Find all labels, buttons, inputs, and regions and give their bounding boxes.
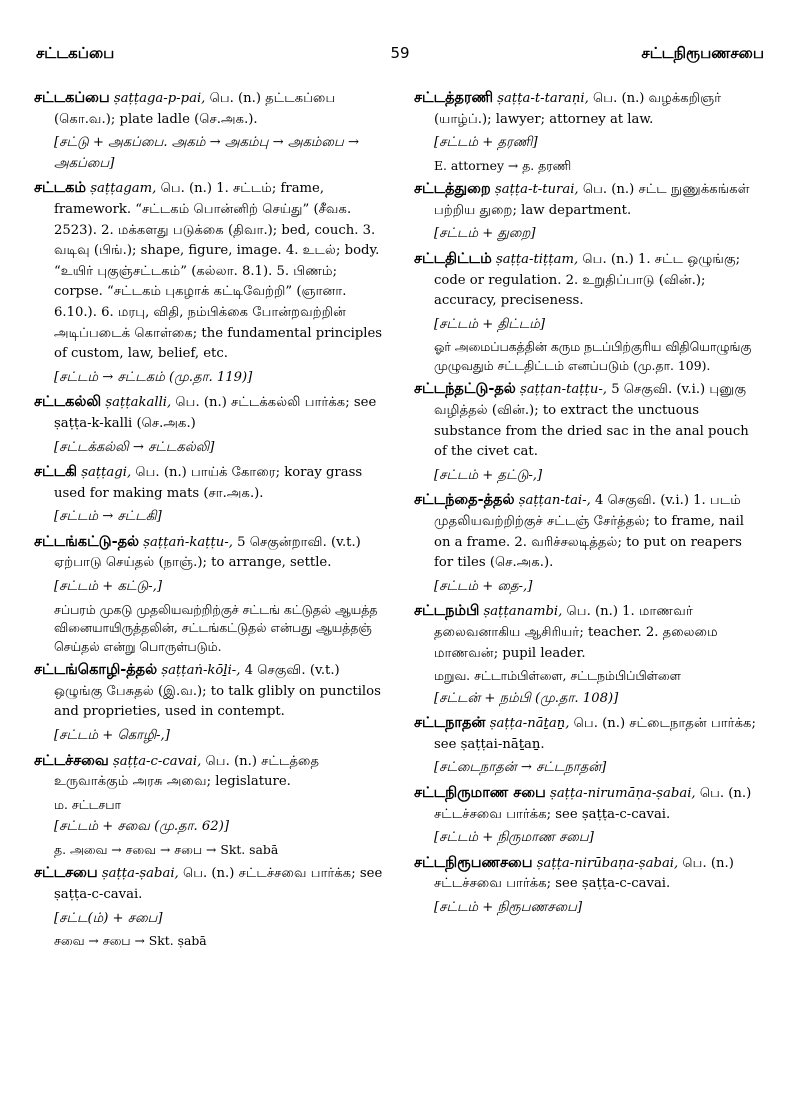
transliteration: ṣaṭṭa-t-turai,	[494, 182, 579, 198]
transliteration: ṣaṭṭan-tai-,	[518, 493, 591, 509]
dictionary-entry	[34, 751, 384, 860]
headword: சட்டகப்பை	[34, 90, 110, 106]
headword: சட்டசபை	[34, 865, 98, 882]
transliteration: ṣaṭṭagam,	[90, 181, 157, 197]
etymology-note: [சட்ட(ம்) + சபை]	[54, 910, 163, 926]
dictionary-entry	[414, 601, 764, 709]
headword: சட்டந்தட்டு-தல்	[414, 381, 516, 398]
definition-text: பெ. (n.) சட்ட நுணுக்கங்கள் பற்றிய துறை; law department.	[434, 182, 750, 218]
etymology-note: [சட்டம் + தரணி]	[434, 135, 538, 151]
usage-note: மறுவ. சட்டாம்பிள்ளை, சட்டநம்பிப்பிள்ளை	[434, 668, 681, 684]
entry-definition	[34, 660, 384, 723]
definition-text: பெ. (n.) 1. சட்டம்; frame, framework. “சட்டகம் பொன்னிற் செய்து” (சீவக. 2523). 2. மக்களது படுக்கை (திவா.); bed, couch. 3. வடிவு (பிங்.); shape, figure, image. 4. உடல்; body. “உயிர் புகுஞ்சட்டகம்” (கல்லா. 8.1). 5. பிணம்; corpse. “சட்டகம் புகழாக் கட்டிவேற்றி” (ஞானா. 6.10.). 6. மரபு, விதி, நம்பிக்கை போன்றவற்றின் அடிப்படைக் கொள்கை; the fundamental principles of custom, law, belief, etc.	[54, 181, 383, 362]
transliteration: ṣaṭṭa-nirūbaṇa-ṣabai,	[536, 855, 679, 871]
definition-text: 5 செகுன்றாவி. (v.t.) ஏற்பாடு செய்தல் (நாஞ்.); to arrange, settle.	[54, 534, 361, 571]
right-column	[414, 88, 764, 923]
usage-note: E. attorney → த. தரணி	[434, 157, 572, 173]
etymology-note: [சட்டம் + நிருமாண சபை]	[434, 830, 594, 846]
definition-text: பெ. (n.) சட்டத்தை உருவாக்கும் அரசு அவை; legislature.	[54, 753, 320, 790]
entry-definition	[34, 178, 384, 364]
etymology-note: [சட்டக்கல்லி → சட்டகல்லி]	[54, 439, 215, 455]
headword: சட்டகம்	[34, 180, 87, 197]
etymology-note: [சட்டம் + தட்டு-,]	[434, 467, 543, 483]
page-number: 59	[390, 44, 410, 62]
entry-definition	[34, 751, 384, 793]
definition-text: பெ. (n.) தட்டகப்பை (கொ.வ.); plate ladle (செ.அக.).	[54, 91, 336, 127]
etymology-note: [சட்டம் + துறை]	[434, 226, 536, 242]
headword: சட்டங்கட்டு-தல்	[34, 533, 140, 550]
headword: சட்டந்தை-த்தல்	[414, 492, 515, 509]
entry-definition	[34, 462, 384, 504]
headword: சட்டகல்லி	[34, 394, 102, 411]
etymology-note: [சட்டம் + சவை (மு.தா. 62)]	[54, 819, 229, 835]
entry-definition	[414, 490, 764, 573]
dictionary-entry	[414, 249, 764, 375]
dictionary-entry	[34, 178, 384, 388]
dictionary-entry	[414, 490, 764, 597]
headword: சட்டத்தரணி	[414, 90, 494, 106]
headword: சட்டநாதன்	[414, 715, 486, 732]
headword: சட்டகி	[34, 464, 77, 481]
headword: சட்டத்துறை	[414, 181, 491, 198]
etymology-note: [சட்டம் + கொழி-,]	[54, 727, 170, 743]
headword: சட்டதிட்டம்	[414, 251, 492, 268]
dictionary-entry	[414, 379, 764, 486]
definition-text: பெ. (n.) பாய்க் கோரை; koray grass used for making mats (சா.அக.).	[54, 465, 363, 501]
etymology-note: [சட்டம் + நிரூபணசபை]	[434, 900, 583, 915]
dictionary-entry	[34, 660, 384, 746]
definition-text: பெ. (n.) சட்டச்சவை பார்க்க; see ṣaṭṭa-c-cavai.	[434, 855, 734, 892]
entry-definition	[414, 179, 764, 221]
entry-definition	[34, 532, 384, 574]
dictionary-entry	[34, 462, 384, 528]
transliteration: ṣaṭṭan-taṭṭu-,	[520, 382, 607, 398]
definition-text: 4 செகுவி. (v.t.) ஒழுங்கு பேசுதல் (இ.வ.); to talk glibly on punctilos and proprieties, used in contempt.	[54, 663, 381, 720]
entry-definition	[414, 783, 764, 825]
left-column	[34, 88, 384, 955]
usage-note: த. அவை → சவை → சபை → Skt. sabā	[54, 841, 279, 857]
transliteration: ṣaṭṭaṅ-kōḻi-,	[161, 663, 241, 679]
etymology-note: [சட்டம் + கட்டு-,]	[54, 579, 162, 595]
dictionary-entry	[414, 853, 764, 919]
dictionary-entry	[414, 713, 764, 779]
etymology-note: [சட்டம் + தை-,]	[434, 578, 533, 594]
transliteration: ṣaṭṭa-t-taraṇi,	[497, 91, 589, 106]
etymology-note: [சட்டம் → சட்டகம் (மு.தா. 119)]	[54, 369, 253, 385]
transliteration: ṣaṭṭa-nirumāṇa-ṣabai,	[550, 786, 696, 802]
etymology-note: [சட்டன் + நம்பி (மு.தா. 108)]	[434, 690, 619, 706]
dictionary-entry	[34, 392, 384, 458]
usage-note: ஓர் அமைப்பகத்தின் கரும நடப்பிற்குரிய விதியொழுங்கு முழுவதும் சட்டதிட்டம் எனப்படும் (மு.தா. 109).	[434, 339, 752, 373]
etymology-note: [சட்டு + அகப்பை. அகம் → அகம்பு → அகம்பை → அகப்பை]	[54, 135, 360, 171]
transliteration: ṣaṭṭagi,	[81, 465, 132, 481]
header-left-guideword: சட்டகப்பை	[36, 44, 115, 62]
transliteration: ṣaṭṭakalli,	[105, 395, 172, 411]
headword: சட்டங்கொழி-த்தல்	[34, 662, 158, 679]
entry-definition	[414, 249, 764, 312]
definition-text: பெ. (n.) வழக்கறிஞர் (யாழ்ப்.); lawyer; attorney at law.	[434, 91, 722, 127]
entry-definition	[34, 392, 384, 434]
dictionary-entry	[414, 783, 764, 849]
etymology-note: [சட்டம் + திட்டம்]	[434, 316, 546, 332]
transliteration: ṣaṭṭa-c-cavai,	[112, 753, 202, 769]
headword: சட்டநம்பி	[414, 603, 480, 620]
definition-text: பெ. (n.) 1. மாணவர் தலைவனாகிய ஆசிரியர்; teacher. 2. தலைமை மாணவன்; pupil leader.	[434, 604, 718, 661]
definition-text: பெ. (n.) சட்டைநாதன் பார்க்க; see ṣaṭṭai-nāṯaṉ.	[434, 716, 756, 752]
dictionary-entry	[34, 88, 384, 174]
transliteration: ṣaṭṭanambi,	[483, 604, 563, 620]
entry-definition	[34, 863, 384, 905]
entry-definition	[34, 88, 384, 130]
dictionary-entry	[414, 179, 764, 245]
definition-text: பெ. (n.) 1. சட்ட ஒழுங்கு; code or regulation. 2. உறுதிப்பாடு (வின்.); accuracy, preciseness.	[434, 252, 741, 309]
usage-note: சப்பரம் முகடு முதலியவற்றிற்குச் சட்டங் கட்டுதல் ஆயத்த வினையாயிருத்தலின், சட்டங்கட்டுதல் என்பது ஆயத்தஞ் செய்தல் என்று பொருள்படும்.	[54, 601, 378, 654]
etymology-note: [சட்டைநாதன் → சட்டநாதன்]	[434, 760, 607, 776]
transliteration: ṣaṭṭaṅ-kaṭṭu-,	[143, 534, 233, 550]
header-right-guideword: சட்டநிரூபணசபை	[641, 44, 764, 62]
headword: சட்டநிருமாண சபை	[414, 785, 546, 802]
entry-definition	[414, 713, 764, 755]
transliteration: ṣaṭṭaga-p-pai,	[113, 91, 206, 106]
etymology-note: [சட்டம் → சட்டகி]	[54, 509, 162, 525]
headword: சட்டநிரூபணசபை	[414, 854, 533, 871]
entry-definition	[414, 601, 764, 664]
definition-text: பெ. (n.) சட்டச்சவை பார்க்க; see ṣaṭṭa-c-cavai.	[54, 866, 383, 902]
entry-definition	[414, 88, 764, 130]
definition-text: 5 செகுவி. (v.i.) புனுகு வழித்தல் (வின்.); to extract the unctuous substance from the dried sac in the anal pouch of the civet cat.	[434, 382, 749, 460]
transliteration: ṣaṭṭa-nāṯaṉ,	[489, 716, 570, 732]
entry-definition	[414, 853, 764, 895]
transliteration: ṣaṭṭa-tiṭṭam,	[495, 252, 579, 268]
headword: சட்டச்சவை	[34, 752, 109, 769]
dictionary-entry	[414, 88, 764, 175]
usage-note: சவை → சபை → Skt. ṣabā	[54, 933, 207, 949]
transliteration: ṣaṭṭa-ṣabai,	[101, 866, 179, 882]
usage-note: ம. சட்டசபா	[54, 796, 121, 812]
definition-text: 4 செகுவி. (v.i.) 1. படம் முதலியவற்றிற்குச் சட்டஞ் சேர்த்தல்; to frame, nail on a frame. 2. வரிச்சலடித்தல்; to put on reapers for tiles (செ.அக.).	[434, 493, 744, 571]
definition-text: பெ. (n.) சட்டச்சவை பார்க்க; see ṣaṭṭa-c-cavai.	[434, 786, 752, 822]
dictionary-entry	[34, 863, 384, 950]
entry-definition	[414, 379, 764, 462]
page-header	[36, 44, 764, 68]
dictionary-entry	[34, 532, 384, 656]
definition-text: பெ. (n.) சட்டக்கல்லி பார்க்க; see ṣaṭṭa-k-kalli (செ.அக.)	[54, 395, 377, 431]
